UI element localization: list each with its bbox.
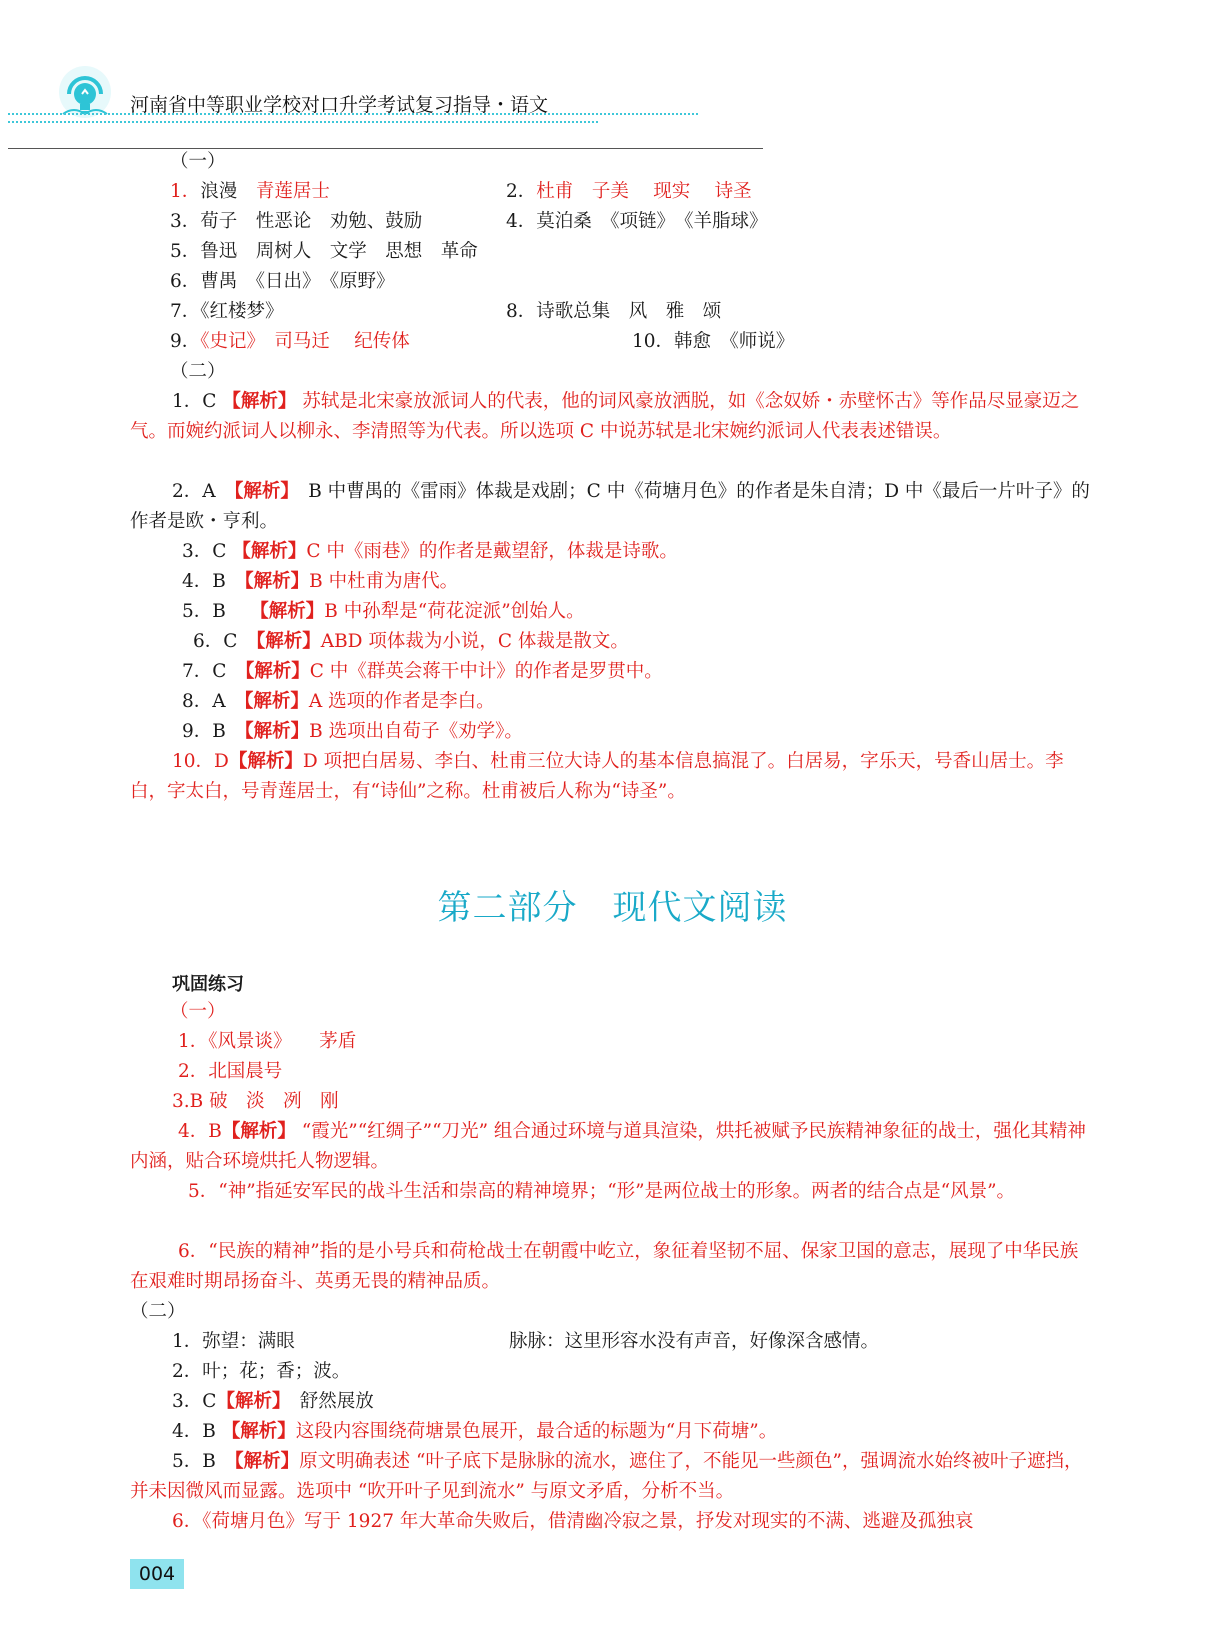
answer-item-5: 5．鲁迅 周树人 文学 思想 革命 xyxy=(170,241,478,262)
reading-item-c2: 2．叶；花；香；波。 xyxy=(172,1361,351,1382)
section-label-4: （二） xyxy=(130,1301,186,1322)
reading-item-1: 1．《风景谈》 茅盾 xyxy=(178,1031,357,1052)
header-dotted-line-2 xyxy=(8,121,598,123)
reading-item-c5: 5．B 【解析】原文明确表述 “叶子底下是脉脉的流水，遮住了，不能见一些颜色”，强调流水始终被叶子遮挡，并未因微风而显露。选项中 “吹开叶子见到流水” 与原文矛盾，分析不当。 xyxy=(130,1451,1083,1502)
explanation-9: 9．B 【解析】B 选项出自荀子《劝学》。 xyxy=(182,721,523,742)
explanation-10: 10．D【解析】D 项把白居易、李白、杜甫三位大诗人的基本信息搞混了。白居易，字乐天，号香山居士。李白，字太白，号青莲居士，有“诗仙”之称。杜甫被后人称为“诗圣”。 xyxy=(130,751,1064,802)
reading-item-c6: 6．《荷塘月色》写于 1927 年大革命失败后，借清幽冷寂之景，抒发对现实的不满、逃避及孤独哀 xyxy=(172,1511,974,1532)
explanation-1: 1．C 【解析】 苏轼是北宋豪放派词人的代表，他的词风豪放洒脱，如《念奴娇・赤壁怀古》等作品尽显豪迈之气。而婉约派词人以柳永、李清照等为代表。所以选项 C 中说苏轼是北宋婉约派词人代表表述错误。 xyxy=(130,391,1080,442)
section-label: （一） xyxy=(170,151,226,172)
answer-item-10: 10．韩愈 《师说》 xyxy=(632,331,795,352)
page-number: 004 xyxy=(130,1559,184,1589)
reading-item-6: 6．“民族的精神”指的是小号兵和荷枪战士在朝霞中屹立，象征着坚韧不屈、保家卫国的意志，展现了中华民族在艰难时期昂扬奋斗、英勇无畏的精神品质。 xyxy=(130,1241,1079,1292)
explanation-2: 2．A 【解析】 B 中曹禺的《雷雨》体裁是戏剧；C 中《荷塘月色》的作者是朱自清；D 中《最后一片叶子》的作者是欧・亨利。 xyxy=(130,481,1090,532)
explanation-4: 4．B 【解析】B 中杜甫为唐代。 xyxy=(182,571,459,592)
answer-item-4: 4．莫泊桑 《项链》 《羊脂球》 xyxy=(506,211,768,232)
subheading: 巩固练习 xyxy=(172,974,244,995)
answer-item-3: 3．荀子 性恶论 劝勉、鼓励 xyxy=(170,211,423,232)
answer-item-7: 7．《红楼梦》 xyxy=(170,301,284,322)
header-title: 河南省中等职业学校对口升学考试复习指导・语文 xyxy=(130,94,549,116)
answer-item-8: 8．诗歌总集 风 雅 颂 xyxy=(506,301,722,322)
reading-item-c4: 4．B 【解析】这段内容围绕荷塘景色展开，最合适的标题为“月下荷塘”。 xyxy=(172,1421,778,1442)
reading-item-c1b: 脉脉：这里形容水没有声音，好像深含感情。 xyxy=(509,1331,880,1352)
explanation-8: 8．A 【解析】A 选项的作者是李白。 xyxy=(182,691,495,712)
section-title: 第二部分 现代文阅读 xyxy=(437,888,788,928)
explanation-6: 6．C 【解析】ABD 项体裁为小说，C 体裁是散文。 xyxy=(193,631,629,652)
lightbulb-logo-icon xyxy=(55,64,115,124)
header-rule xyxy=(8,148,763,149)
answer-item-1: 1．浪漫 青莲居士 xyxy=(170,181,330,202)
reading-item-c3: 3．C【解析】 舒然展放 xyxy=(172,1391,374,1412)
reading-item-4: 4．B【解析】 “霞光”“红绸子”“刀光” 组合通过环境与道具渲染，烘托被赋予民族精神象征的战士，强化其精神内涵，贴合环境烘托人物逻辑。 xyxy=(130,1121,1086,1172)
reading-item-2: 2．北国晨号 xyxy=(178,1061,283,1082)
header-dotted-line xyxy=(8,113,698,115)
explanation-5: 5．B 【解析】B 中孙犁是“荷花淀派”创始人。 xyxy=(182,601,585,622)
reading-item-c1a: 1．弥望：满眼 xyxy=(172,1331,295,1352)
explanation-3: 3．C 【解析】C 中《雨巷》的作者是戴望舒，体裁是诗歌。 xyxy=(182,541,678,562)
explanation-7: 7．C 【解析】C 中《群英会蒋干中计》的作者是罗贯中。 xyxy=(182,661,663,682)
reading-item-5: 5．“神”指延安军民的战斗生活和崇高的精神境界；“形”是两位战士的形象。两者的结合点是“风景”。 xyxy=(188,1181,1016,1202)
section-label-3: （一） xyxy=(170,1001,226,1022)
answer-item-9: 9．《史记》 司马迁 纪传体 xyxy=(170,331,410,352)
section-label-2: （二） xyxy=(170,361,226,382)
answer-item-6: 6．曹禺 《日出》 《原野》 xyxy=(170,271,395,292)
answer-item-2: 2．杜甫 子美 现实 诗圣 xyxy=(506,181,752,202)
reading-item-3: 3.B 破 淡 冽 刚 xyxy=(172,1091,339,1112)
